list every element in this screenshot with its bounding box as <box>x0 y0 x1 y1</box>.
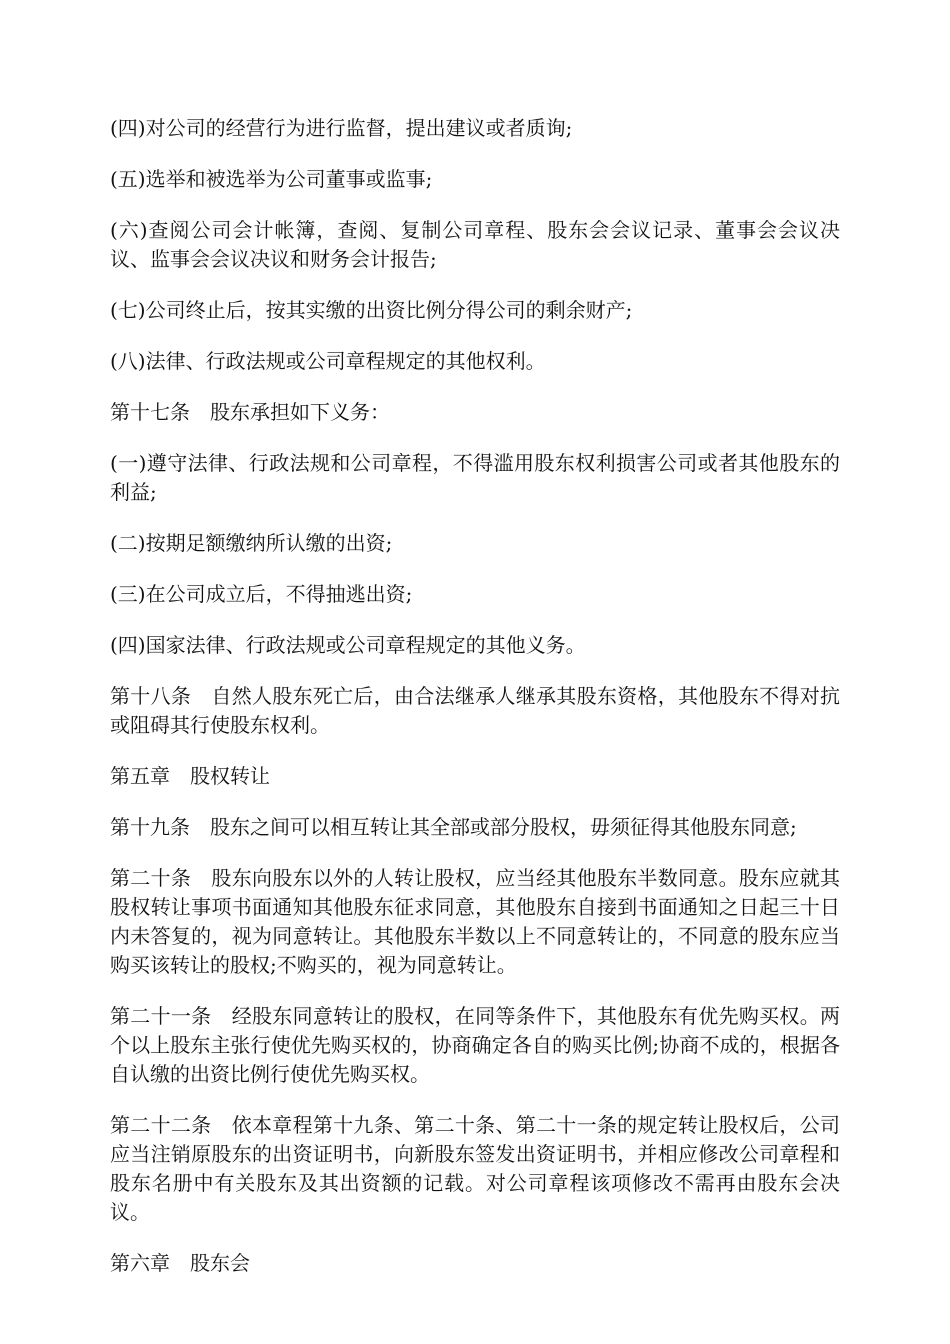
paragraph-shareholder-duty-3: (三)在公司成立后，不得抽逃出资; <box>110 582 413 606</box>
paragraph-shareholder-duty-1: (一)遵守法律、行政法规和公司章程，不得滥用股东权利损害公司或者其他股东的利益; <box>110 451 840 504</box>
article-22: 第二十二条 依本章程第十九条、第二十条、第二十一条的规定转让股权后，公司应当注销原股东的出资证明书，向新股东签发出资证明书，并相应修改公司章程和股东名册中有关股东及其出资额的记载。对公司章程该项修改不需再由股东会决议。 <box>110 1113 840 1224</box>
article-17-heading: 第十七条 股东承担如下义务： <box>110 400 390 424</box>
article-18: 第十八条 自然人股东死亡后，由合法继承人继承其股东资格，其他股东不得对抗或阻碍其行使股东权利。 <box>110 684 840 737</box>
paragraph-shareholder-duty-2: (二)按期足额缴纳所认缴的出资; <box>110 531 393 555</box>
paragraph-shareholder-right-6: (六)查阅公司会计帐簿，查阅、复制公司章程、股东会会议记录、董事会会议决议、监事会会议决议和财务会计报告; <box>110 218 840 271</box>
paragraph-shareholder-right-4: (四)对公司的经营行为进行监督，提出建议或者质询; <box>110 116 573 140</box>
document-page <box>110 114 840 1300</box>
paragraph-shareholder-right-8: (八)法律、行政法规或公司章程规定的其他权利。 <box>110 349 546 373</box>
paragraph-shareholder-right-7: (七)公司终止后，按其实缴的出资比例分得公司的剩余财产; <box>110 298 633 322</box>
article-20: 第二十条 股东向股东以外的人转让股权，应当经其他股东半数同意。股东应就其股权转让事项书面通知其他股东征求同意，其他股东自接到书面通知之日起三十日内未答复的，视为同意转让。其他股东半数以上不同意转让的，不同意的股东应当购买该转让的股权;不购买的，视为同意转让。 <box>110 866 840 977</box>
chapter-5-heading: 第五章 股权转让 <box>110 764 270 788</box>
article-19: 第十九条 股东之间可以相互转让其全部或部分股权，毋须征得其他股东同意; <box>110 815 797 839</box>
article-21: 第二十一条 经股东同意转让的股权，在同等条件下，其他股东有优先购买权。两个以上股东主张行使优先购买权的，协商确定各自的购买比例;协商不成的，根据各自认缴的出资比例行使优先购买权。 <box>110 1004 840 1086</box>
chapter-6-heading: 第六章 股东会 <box>110 1251 250 1275</box>
paragraph-shareholder-duty-4: (四)国家法律、行政法规或公司章程规定的其他义务。 <box>110 633 586 657</box>
paragraph-shareholder-right-5: (五)选举和被选举为公司董事或监事; <box>110 167 433 191</box>
